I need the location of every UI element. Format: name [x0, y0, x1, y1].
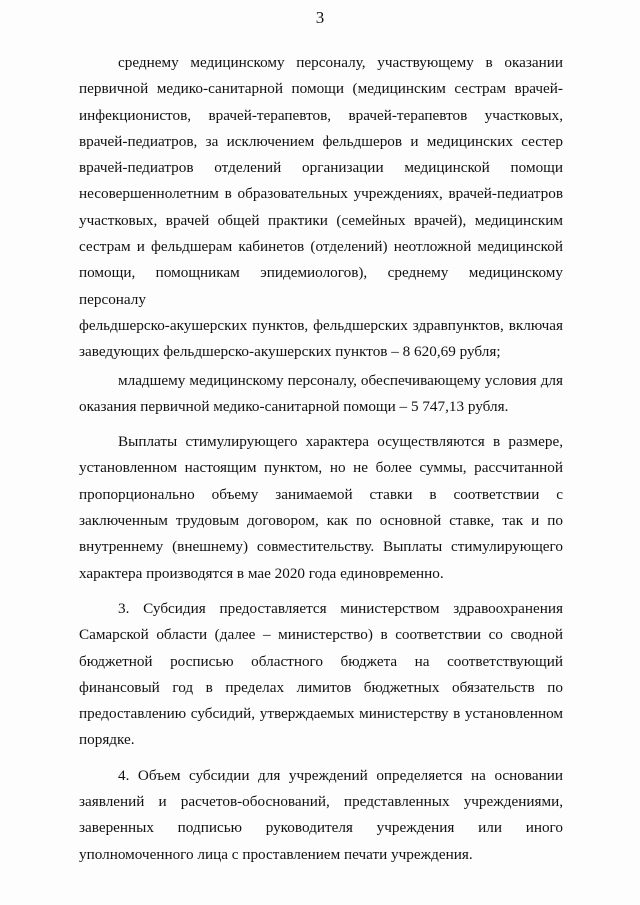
text-line: оказания первичной медико-санитарной помощи – 5 747,13 рубля. [79, 397, 509, 415]
text-line: среднему медицинскому персоналу, участвующему в оказании [118, 54, 563, 71]
text-line: заверенных подписью руководителя учреждения или иного [79, 819, 563, 837]
page-number: 3 [315, 8, 325, 27]
text-line: помощи, помощникам эпидемиологов), среднему медицинскому персоналу [79, 264, 563, 308]
text-line: участковых, врачей общей практики (семейных врачей), медицинским [79, 211, 563, 229]
text-line: инфекционистов, врачей-терапевтов, врачей-терапевтов участковых, [79, 106, 563, 124]
text-line: порядке. [79, 731, 135, 749]
text-line: бюджетной росписью областного бюджета на соответствующий [79, 652, 563, 670]
text-line: 4. Объем субсидии для учреждений определяется на основании [118, 766, 563, 784]
text-line: врачей-педиатров отделений организации медицинской помощи [79, 159, 563, 177]
paragraph-4-subsidy-volume [79, 763, 563, 868]
text-line: установленном настоящим пунктом, но не более суммы, рассчитанной [79, 459, 563, 477]
text-line: заявлений и расчетов-обоснований, представленных учреждениями, [79, 793, 563, 811]
text-line: заведующих фельдшерско-акушерских пунктов – 8 620,69 рубля; [79, 343, 501, 361]
text-line: заключенным трудовым договором, как по основной ставке, так и по [79, 512, 563, 530]
text-line: характера производятся в мае 2020 года единовременно. [79, 564, 444, 582]
text-line: несовершеннолетним в образовательных учреждениях, врачей-педиатров [79, 185, 563, 203]
paragraph-mid-level-staff [79, 50, 563, 366]
text-line: внутреннему (внешнему) совместительству. Выплаты стимулирующего [79, 538, 563, 556]
document-body [79, 50, 563, 868]
text-line: предоставлению субсидий, утверждаемых министерству в установленном [79, 705, 563, 723]
text-line: уполномоченного лица с проставлением печати учреждения. [79, 845, 473, 863]
text-line: Самарской области (далее – министерство) в соответствии со сводной [79, 626, 563, 644]
text-line: сестрам и фельдшерам кабинетов (отделений) неотложной медицинской [79, 238, 563, 256]
text-line: 3. Субсидия предоставляется министерством здравоохранения [118, 599, 563, 617]
text-line: первичной медико-санитарной помощи (медицинским сестрам врачей- [79, 80, 563, 98]
text-line: Выплаты стимулирующего характера осуществляются в размере, [118, 433, 563, 451]
paragraph-junior-staff [79, 368, 563, 421]
text-line: младшему медицинскому персоналу, обеспечивающему условия для [118, 371, 563, 389]
text-line: врачей-педиатров, за исключением фельдшеров и медицинских сестер [79, 132, 563, 150]
text-line: финансовый год в пределах лимитов бюджетных обязательств по [79, 678, 563, 696]
paragraph-incentive-payments [79, 429, 563, 587]
text-line: фельдшерско-акушерских пунктов, фельдшерских здравпунктов, включая [79, 316, 563, 334]
text-line: пропорционально объему занимаемой ставки в соответствии с [79, 485, 563, 503]
paragraph-3-subsidy [79, 596, 563, 754]
